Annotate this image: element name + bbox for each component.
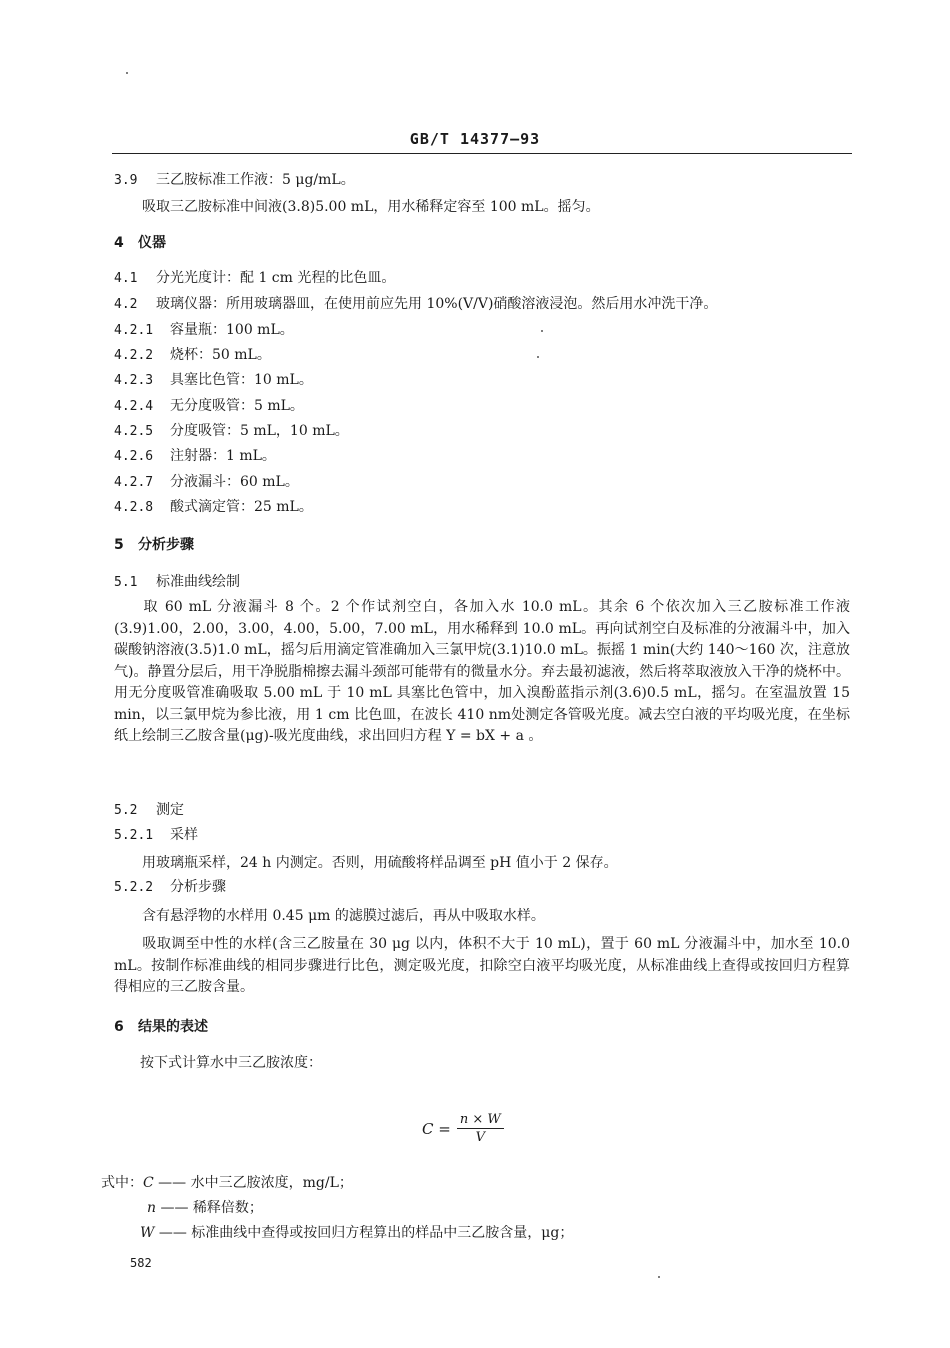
item-number: 4.2.4 [114,399,154,414]
item-text: 酸式滴定管：25 mL。 [170,499,313,515]
clause-5-2-1-body: 用玻璃瓶采样，24 h 内测定。否则，用硫酸将样品调至 pH 值小于 2 保存。 [142,855,618,871]
scan-speck [126,72,128,74]
where-text: —— 稀释倍数； [160,1200,263,1216]
list-item [114,446,276,467]
section-title: 结果的表述 [138,1019,208,1035]
concentration-formula [422,1112,504,1145]
item-number: 4.2.8 [114,500,154,515]
item-text: 分度吸管：5 mL，10 mL。 [170,423,349,439]
where-text: —— 标准曲线中查得或按回归方程算出的样品中三乙胺含量，μg； [158,1225,574,1241]
list-item [114,320,294,341]
section-number: 5 [114,537,124,553]
item-text: 无分度吸管：5 mL。 [170,398,304,414]
item-number: 4.2.6 [114,449,154,464]
item-text: 烧杯：50 mL。 [170,347,271,363]
section-6-heading [114,1017,208,1037]
clause-number: 4.2 [114,297,138,312]
where-symbol: n [147,1200,157,1216]
scan-speck [537,356,539,358]
item-text: 容量瓶：100 mL。 [170,322,294,338]
where-symbol: W [140,1225,155,1241]
item-number: 4.2.3 [114,373,154,388]
section-number: 4 [114,235,124,251]
clause-number: 5.1 [114,575,138,590]
item-text: 注射器：1 mL。 [170,448,276,464]
list-item [114,345,271,366]
section-number: 6 [114,1019,124,1035]
header-rule [112,153,852,154]
item-number: 4.2.7 [114,475,154,490]
item-number: 4.2.1 [114,323,154,338]
clause-5-2-2-body-2 [114,934,850,999]
section-4-heading [114,233,166,253]
clause-text: 分光光度计：配 1 cm 光程的比色皿。 [156,270,396,286]
clause-title: 三乙胺标准工作液：5 μg/mL。 [156,172,355,188]
clause-number: 4.1 [114,271,138,286]
paragraph-text: 取 60 mL 分液漏斗 8 个。2 个作试剂空白，各加入水 10.0 mL。其余 6 个依次加入三乙胺标准工作液(3.9)1.00，2.00，3.00，4.00，5.00，7.00 mL，用水稀释到 10.0 mL。再向试剂空白及标准的分液漏斗中，加入碳酸钠溶液(3.5)1.0 mL，摇匀后用滴定管准确加入三氯甲烷(3.1)10.0 mL。振摇 1 min(大约 140～160 次，注意放气)。静置分层后，用干净脱脂棉擦去漏斗颈部可能带有的微量水分。弃去最初滤液，然后将萃取液放入干净的烧杯中。用无分度吸管准确吸取 5.00 mL 于 10 mL 具塞比色管中，加入溴酚蓝指示剂(3.6)0.5 mL，摇匀。在室温放置 15 min，以三氯甲烷为参比液，用 1 cm 比色皿，在波长 410 nm处测定各管吸光度。减去空白液的平均吸光度，在坐标纸上绘制三乙胺含量(μg)-吸光度曲线，求出回归方程 Y = bX + a 。 [114,599,850,744]
clause-title: 标准曲线绘制 [156,574,240,590]
clause-5-2-2 [114,877,226,898]
clause-4-1 [114,268,395,289]
item-text: 具塞比色管：10 mL。 [170,372,313,388]
list-item [114,396,304,417]
section-title: 仪器 [138,235,166,251]
clause-5-2 [114,800,184,821]
clause-5-1-body [114,597,850,748]
where-line [140,1223,573,1243]
list-item [114,421,349,442]
formula-lhs: C = [422,1119,451,1138]
clause-3-9 [114,170,355,191]
clause-number: 5.2.2 [114,880,154,895]
section-6-intro: 按下式计算水中三乙胺浓度： [140,1055,322,1071]
clause-5-2-1 [114,825,198,846]
clause-number: 3.9 [114,173,138,188]
clause-5-2-2-body-1: 含有悬浮物的水样用 0.45 μm 的滤膜过滤后，再从中吸取水样。 [142,908,545,924]
where-line [101,1173,353,1193]
item-number: 4.2.2 [114,348,154,363]
where-line [147,1198,263,1218]
item-text: 分液漏斗：60 mL。 [170,474,299,490]
formula-numerator: n × W [457,1112,504,1129]
clause-number: 5.2 [114,803,138,818]
where-prefix: 式中： [101,1175,143,1191]
clause-text: 玻璃仪器：所用玻璃器皿，在使用前应先用 10%(V/V)硝酸溶液浸泡。然后用水冲洗干净。 [156,296,718,312]
clause-title: 分析步骤 [170,879,226,895]
clause-5-1 [114,572,240,593]
clause-title: 采样 [170,827,198,843]
item-number: 4.2.5 [114,424,154,439]
clause-title: 测定 [156,802,184,818]
scan-speck [541,330,543,332]
where-symbol: C [143,1175,154,1191]
formula-fraction [457,1112,504,1145]
scan-speck [658,1276,660,1278]
clause-number: 5.2.1 [114,828,154,843]
where-text: —— 水中三乙胺浓度，mg/L； [158,1175,353,1191]
standard-header: GB/T 14377—93 [409,130,541,148]
list-item [114,497,313,518]
formula-denominator: V [475,1130,485,1145]
section-5-heading [114,535,194,555]
list-item [114,472,299,493]
page-number: 582 [130,1256,152,1270]
list-item [114,370,313,391]
clause-4-2 [114,294,717,315]
section-title: 分析步骤 [138,537,194,553]
paragraph-text: 吸取调至中性的水样(含三乙胺量在 30 μg 以内，体积不大于 10 mL)，置于 60 mL 分液漏斗中，加水至 10.0 mL。按制作标准曲线的相同步骤进行比色，测定吸光度，扣除空白液平均吸光度，从标准曲线上查得或按回归方程算得相应的三乙胺含量。 [114,936,850,995]
clause-3-9-body: 吸取三乙胺标准中间液(3.8)5.00 mL，用水稀释定容至 100 mL。摇匀。 [142,199,600,215]
